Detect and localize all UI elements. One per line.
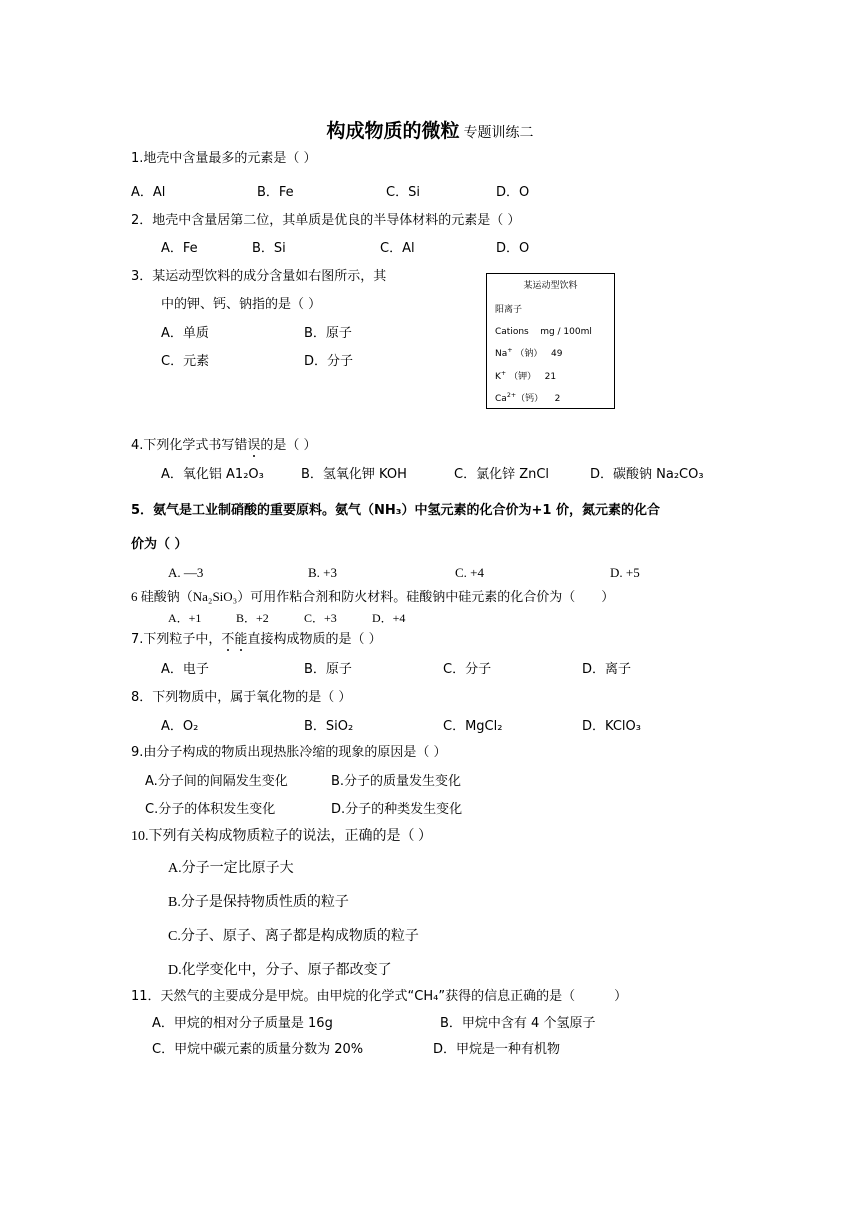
q3-stem-line1: 3．某运动型饮料的成分含量如右图所示，其 [131, 269, 387, 284]
q11-option-c: C．甲烷中碳元素的质量分数为 20% [152, 1042, 364, 1057]
q7-stem: 7.下列粒子中，不能直接构成物质的是（ ） [131, 632, 382, 647]
box-cation-label-cn: 阳离子 [495, 305, 523, 315]
drink-label-box [486, 273, 615, 409]
q10-option-d: D.化学变化中，分子、原子都改变了 [168, 963, 392, 978]
q6-option-b: B．+2 [236, 611, 269, 625]
q11-stem: 11．天然气的主要成分是甲烷。由甲烷的化学式“CH₄”获得的信息正确的是（ ） [131, 989, 628, 1004]
box-row-k: K+ （钾） 21 [495, 370, 557, 382]
q7-option-d: D．离子 [582, 662, 632, 677]
q3-option-b: B．原子 [304, 326, 352, 341]
q1-option-a: A．Al [131, 185, 166, 200]
box-unit: mg / 100ml [540, 327, 592, 337]
q7-option-b: B．原子 [304, 662, 352, 677]
q10-option-c: C.分子、原子、离子都是构成物质的粒子 [168, 929, 419, 944]
q3-option-c: C．元素 [161, 354, 210, 369]
box-cation-label-en: Cations mg / 100ml [495, 327, 592, 337]
q5-option-a: A. —3 [168, 565, 204, 580]
q5-option-c: C. +4 [455, 565, 485, 580]
q2-option-b: B．Si [252, 241, 286, 256]
q10-option-a: A.分子一定比原子大 [168, 861, 294, 876]
q7-option-a: A．电子 [161, 662, 209, 677]
q4-option-d: D．碳酸钠 Na₂CO₃ [590, 467, 704, 482]
q5-option-d: D. +5 [610, 565, 640, 580]
q10-option-b: B.分子是保持物质性质的粒子 [168, 895, 349, 910]
q9-option-d: D.分子的种类发生变化 [331, 802, 463, 817]
q2-stem: 2．地壳中含量居第二位，其单质是优良的半导体材料的元素是（ ） [131, 213, 521, 228]
q5-stem-line2: 价为（ ） [131, 537, 188, 552]
box-row-na: Na+ （钠） 49 [495, 347, 563, 359]
q4-stem: 4.下列化学式书写错误的是（ ） [131, 438, 317, 453]
q3-stem-line2: 中的钾、钙、钠指的是（ ） [161, 297, 322, 312]
box-row-ca: $Ca^{2+}$（钙） 2 [495, 392, 561, 404]
box-title: 某运动型饮料 [523, 281, 578, 291]
q8-option-c: C．MgCl₂ [443, 719, 503, 734]
q5-option-b: B. +3 [308, 565, 338, 580]
q9-option-b: B.分子的质量发生变化 [331, 774, 462, 789]
q1-option-d: D．O [496, 185, 530, 200]
q4-option-b: B．氢氧化钾 KOH [301, 467, 407, 482]
q2-option-c: C．Al [380, 241, 415, 256]
q2-option-a: A．Fe [161, 241, 198, 256]
q8-option-b: B．SiO₂ [304, 719, 354, 734]
q1-stem: 1.地壳中含量最多的元素是（ ） [131, 151, 317, 166]
q3-option-a: A．单质 [161, 326, 209, 341]
q9-stem: 9.由分子构成的物质出现热胀冷缩的现象的原因是（ ） [131, 745, 447, 760]
q9-option-a: A.分子间的间隔发生变化 [145, 774, 288, 789]
q6-stem: 6 硅酸钠（Na₂SiO₃）可用作粘合剂和防火材料。硅酸钠中硅元素的化合价为（ ） [131, 589, 615, 604]
q11-option-b: B．甲烷中含有 4 个氢原子 [440, 1016, 596, 1031]
q4-option-c: C．氯化锌 ZnCl [454, 467, 550, 482]
q6-option-a: A．+1 [168, 611, 202, 625]
q9-option-c: C.分子的体积发生变化 [145, 802, 276, 817]
q11-option-d: D．甲烷是一种有机物 [433, 1042, 561, 1057]
q6-option-d: D．+4 [372, 611, 406, 625]
q7-option-c: C．分子 [443, 662, 492, 677]
q11-option-a: A．甲烷的相对分子质量是 16g [152, 1016, 333, 1031]
q8-option-d: D．KClO₃ [582, 719, 641, 734]
q3-option-d: D．分子 [304, 354, 354, 369]
q8-stem: 8．下列物质中，属于氧化物的是（ ） [131, 690, 352, 705]
title-sub: 专题训练二 [463, 125, 534, 141]
q10-stem: 10.下列有关构成物质粒子的说法，正确的是（ ） [131, 829, 432, 844]
page-title [0, 116, 860, 143]
q6-option-c: C．+3 [304, 611, 337, 625]
q5-stem-line1: 5．氨气是工业制硝酸的重要原料。氨气（NH₃）中氢元素的化合价为+1 价，氮元素的化合 [131, 503, 660, 518]
q1-option-b: B．Fe [257, 185, 294, 200]
q2-option-d: D．O [496, 241, 530, 256]
q1-option-c: C．Si [386, 185, 420, 200]
q8-option-a: A．O₂ [161, 719, 199, 734]
title-main: 构成物质的微粒 [326, 120, 460, 142]
q4-option-a: A．氧化铝 A1₂O₃ [161, 467, 264, 482]
